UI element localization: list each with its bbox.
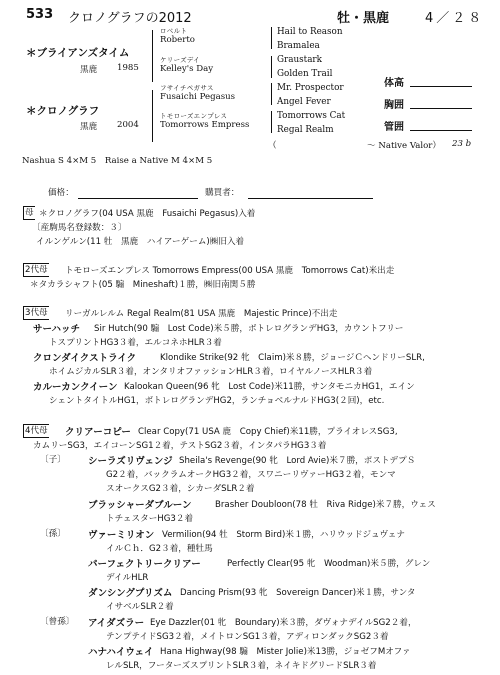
ancestor-gen3: Hail to Reason <box>277 27 343 37</box>
sire-sire-kana: ロベルト <box>160 27 188 35</box>
bracket-line <box>271 27 272 49</box>
entry-line: Perfectly Clear(95 牝 Woodman)米５勝，グレン <box>227 559 431 569</box>
entry-line: トチェスターHG3２着 <box>106 514 194 524</box>
dam-year: 2004 <box>117 120 139 130</box>
bracket-line <box>271 83 272 105</box>
entry-line: トスプリントHG3３着，エルコネホHLR３着 <box>49 338 222 348</box>
pedigree-paren-open: （ <box>268 141 277 151</box>
entry-line: Klondike Strike(92 牝 Claim)米８勝，ジョージＣヘンドリーSLR, <box>160 353 425 363</box>
entry-name: ハナハイウェイ <box>88 647 154 658</box>
entry-line: テンプテイドSG3２着，メイトロンSG1３着，アディロンダックSG2３着 <box>106 632 389 642</box>
dam-registered: 〔産駒馬名登録数：３〕 <box>32 223 127 233</box>
cannon-underline <box>410 130 472 131</box>
ancestor-gen3: Graustark <box>277 55 322 65</box>
fourth-dam-line: Clear Copy(71 USA 鹿 Copy Chief)米11勝，プライオレスSG3, <box>138 427 398 437</box>
horse-title: クロノグラフの2012 <box>68 11 192 26</box>
price-label: 価格： <box>48 188 74 198</box>
native-valor: ～ Native Valor） <box>367 141 442 151</box>
group-label-grandchildren: 〔孫〕 <box>40 529 66 539</box>
entry-name: アイダズラー <box>88 618 145 629</box>
entry-name: ブラッシャーダブルーン <box>88 500 192 511</box>
group-label-children: 〔子〕 <box>40 455 66 465</box>
second-dam-tag: 2代母 <box>25 265 48 275</box>
entry-line: Eye Dazzler(01 牝 Boundary)米３勝，ダヴォナデイルSG2２着， <box>150 618 417 628</box>
entry-name: サーハッチ <box>33 324 81 335</box>
birth-date: 4／２８ <box>425 11 485 26</box>
dam-offspring: イルンゲルン(11 牡 黒鹿 ハイアーゲーム)㈱旧入着 <box>36 237 245 247</box>
bracket-line <box>271 56 272 78</box>
entry-line: レルSLR，フーターズスプリントSLR３着，ネイキドグリードSLR３着 <box>106 661 377 671</box>
inbreeding: Nashua S 4×M 5 Raise a Native M 4×M 5 <box>22 156 213 166</box>
entry-name: ヴァーミリオン <box>88 530 155 541</box>
entry-line: イルＣｈ．G2３着，種牡馬 <box>106 544 213 554</box>
third-dam-tag: 3代母 <box>25 308 48 318</box>
family-number: 23 b <box>452 139 472 149</box>
entry-line: イサベルSLR２着 <box>106 602 174 612</box>
entry-line: Dancing Prism(93 牝 Sovereign Dancer)米１勝，サンタ <box>180 588 416 598</box>
second-dam-offspring: ＊タカラシャフト(05 騸 Mineshaft)１勝，㈱旧南関５勝 <box>30 280 256 290</box>
height-underline <box>410 86 472 87</box>
buyer-label: 購買者： <box>205 188 240 198</box>
dam-name: ＊クロノグラフ <box>26 105 100 117</box>
entry-line: Brasher Doubloon(78 牡 Riva Ridge)米７勝，ウェス <box>215 500 436 510</box>
sire-color: 黒鹿 <box>80 65 98 75</box>
buyer-field[interactable] <box>248 198 373 199</box>
dam-tag: 母 <box>25 208 34 218</box>
entry-line: Sir Hutch(90 騸 Lost Code)米５勝，ボトレログランデHG3，カウントフリー <box>94 324 404 334</box>
cannon-label: 管囲 <box>384 122 404 133</box>
fourth-dam-line: カムリーSG3，エイコーンSG1２着，テストSG2３着，インタパラHG3３着 <box>33 441 327 451</box>
sex-color: 牡・黒鹿 <box>337 11 390 26</box>
dam-color: 黒鹿 <box>80 122 98 132</box>
dam-sire-name: Fusaichi Pegasus <box>160 92 236 102</box>
sire-year: 1985 <box>117 63 139 73</box>
ancestor-gen3: Bramalea <box>277 41 320 51</box>
dam-line: ＊クロノグラフ(04 USA 黒鹿 Fusaichi Pegasus)入着 <box>39 209 256 219</box>
bracket-line <box>152 90 153 142</box>
ancestor-gen3: Mr. Prospector <box>277 83 344 93</box>
entry-name: ダンシングプリズム <box>88 588 173 599</box>
sire-sire-name: Roberto <box>160 35 195 45</box>
sire-dam-kana: ケリーズデイ <box>160 56 200 64</box>
dam-dam-kana: トモローズエンプレス <box>160 112 228 120</box>
entry-line: シェントタイトルHG1，ボトレログランデHG2，ランチョベルナルドHG3(２回)，etc. <box>49 396 385 406</box>
entry-line: スオークスG2３着，シカーダSLR２着 <box>106 484 255 494</box>
fourth-dam-name: クリアーコピー <box>65 427 131 438</box>
lot-number: 533 <box>26 7 54 22</box>
fourth-dam-tag: 4代母 <box>25 426 48 436</box>
dam-sire-kana: フサイチペガサス <box>160 84 214 92</box>
entry-line: Hana Highway(98 騸 Mister Jolie)米13勝，ジョゼフMオファ <box>160 647 411 657</box>
sire-dam-name: Kelley's Day <box>160 64 214 74</box>
group-label-great-grandchildren: 〔曾孫〕 <box>40 617 75 627</box>
height-label: 体高 <box>384 78 404 89</box>
ancestor-gen3: Regal Realm <box>277 125 334 135</box>
sire-name: ＊ブライアンズタイム <box>26 47 130 59</box>
third-dam-line: リーガルレルム Regal Realm(81 USA 黒鹿 Majestic Prince)不出走 <box>65 309 338 319</box>
entry-name: シーラズリヴェンジ <box>88 456 173 467</box>
entry-line: デイルHLR <box>106 573 149 583</box>
bracket-line <box>152 30 153 82</box>
price-field[interactable] <box>78 198 198 199</box>
bracket-line <box>271 111 272 133</box>
second-dam-line: トモローズエンプレス Tomorrows Empress(00 USA 黒鹿 Tomorrows Cat)米出走 <box>65 266 395 276</box>
entry-name: クロンダイクストライク <box>33 353 137 364</box>
entry-line: G2２着，バックラムオークHG3２着，スワニーリヴァーHG3２着，モンマ <box>106 470 396 480</box>
entry-line: Vermilion(94 牡 Storm Bird)米１勝，ハリウッドジュヴェナ <box>162 530 405 540</box>
ancestor-gen3: Golden Trail <box>277 69 333 79</box>
girth-underline <box>410 108 472 109</box>
dam-dam-name: Tomorrows Empress <box>160 120 250 130</box>
ancestor-gen3: Tomorrows Cat <box>277 111 346 121</box>
ancestor-gen3: Angel Fever <box>277 97 331 107</box>
entry-name: パーフェクトリークリアー <box>88 559 201 570</box>
girth-label: 胸囲 <box>384 100 404 111</box>
entry-line: Kalookan Queen(96 牝 Lost Code)米11勝，サンタモニカHG1，エイン <box>124 382 415 392</box>
entry-name: カルーカンクイーン <box>33 382 118 393</box>
entry-line: Sheila's Revenge(90 牝 Lord Avie)米７勝，ポストデプＳ <box>179 456 416 466</box>
entry-line: ホイムジカルSLR３着，オンタリオファッションHLR３着，ロイヤルノースHLR３着 <box>49 367 373 377</box>
